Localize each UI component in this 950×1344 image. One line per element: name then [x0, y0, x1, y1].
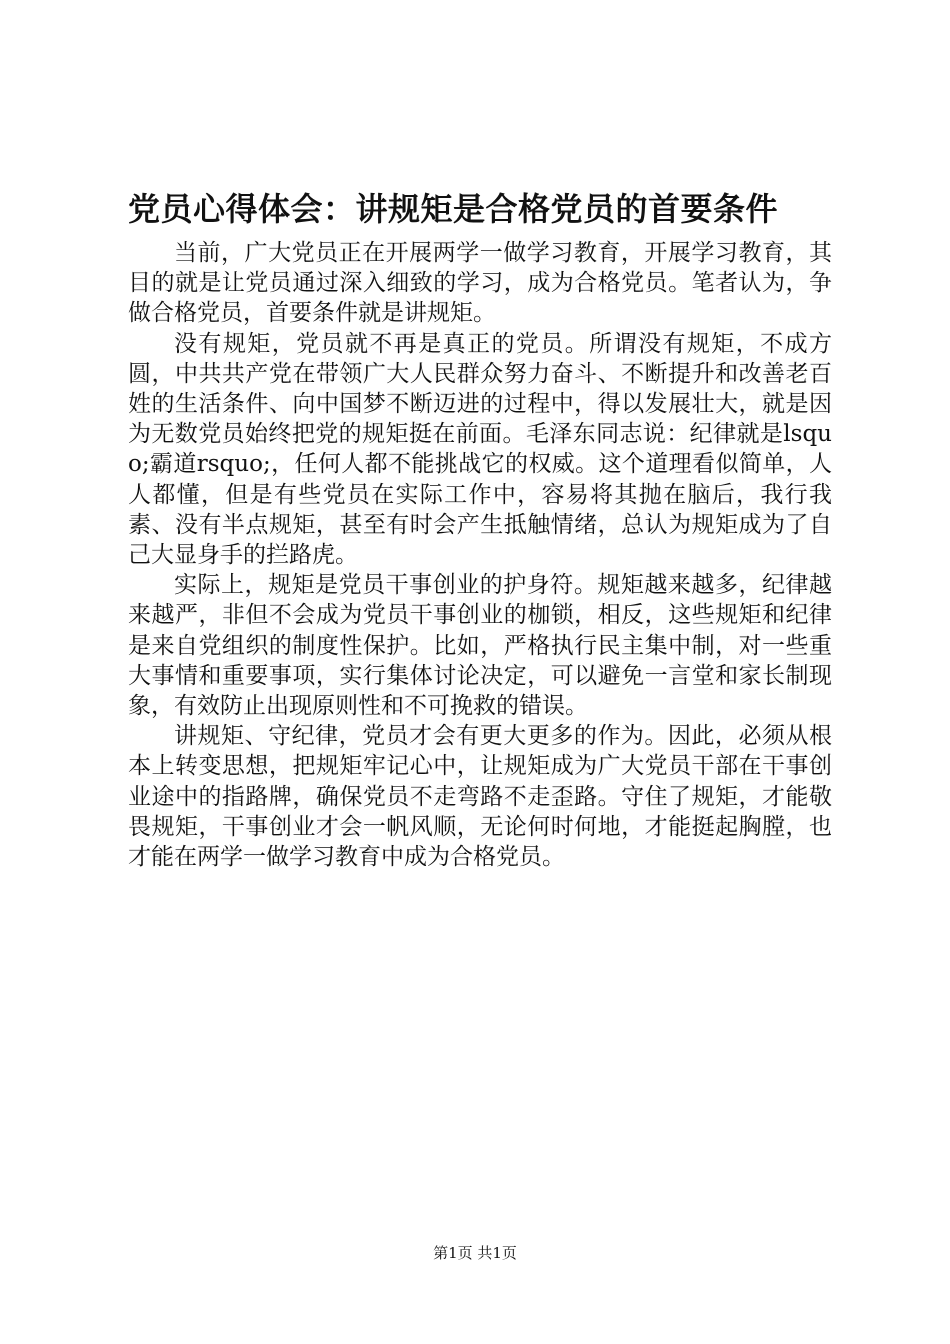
- paragraph-2: 没有规矩，党员就不再是真正的党员。所谓没有规矩，不成方圆，中共共产党在带领广大人民群众努力奋斗、不断提升和改善老百姓的生活条件、向中国梦不断迈进的过程中，得以发展壮大，就是因为无数党员始终把党的规矩挺在前面。毛泽东同志说：纪律就是lsquo;霸道rsquo;，任何人都不能挑战它的权威。这个道理看似简单，人人都懂，但是有些党员在实际工作中，容易将其抛在脑后，我行我素、没有半点规矩，甚至有时会产生抵触情绪，总认为规矩成为了自己大显身手的拦路虎。: [128, 330, 832, 569]
- page-footer: 第1页 共1页: [433, 1244, 517, 1262]
- document-body: [128, 238, 832, 872]
- paragraph-3: 实际上，规矩是党员干事创业的护身符。规矩越来越多，纪律越来越严，非但不会成为党员干事创业的枷锁，相反，这些规矩和纪律是来自党组织的制度性保护。比如，严格执行民主集中制，对一些重大事情和重要事项，实行集体讨论决定，可以避免一言堂和家长制现象，有效防止出现原则性和不可挽救的错误。: [128, 572, 832, 720]
- document-title: 党员心得体会：讲规矩是合格党员的首要条件: [128, 190, 779, 228]
- paragraph-1: 当前，广大党员正在开展两学一做学习教育，开展学习教育，其目的就是让党员通过深入细致的学习，成为合格党员。笔者认为，争做合格党员，首要条件就是讲规矩。: [128, 240, 832, 327]
- paragraph-4: 讲规矩、守纪律，党员才会有更大更多的作为。因此，必须从根本上转变思想，把规矩牢记心中，让规矩成为广大党员干部在干事创业途中的指路牌，确保党员不走弯路不走歪路。守住了规矩，才能敬畏规矩，干事创业才会一帆风顺，无论何时何地，才能挺起胸膛，也才能在两学一做学习教育中成为合格党员。: [128, 723, 832, 871]
